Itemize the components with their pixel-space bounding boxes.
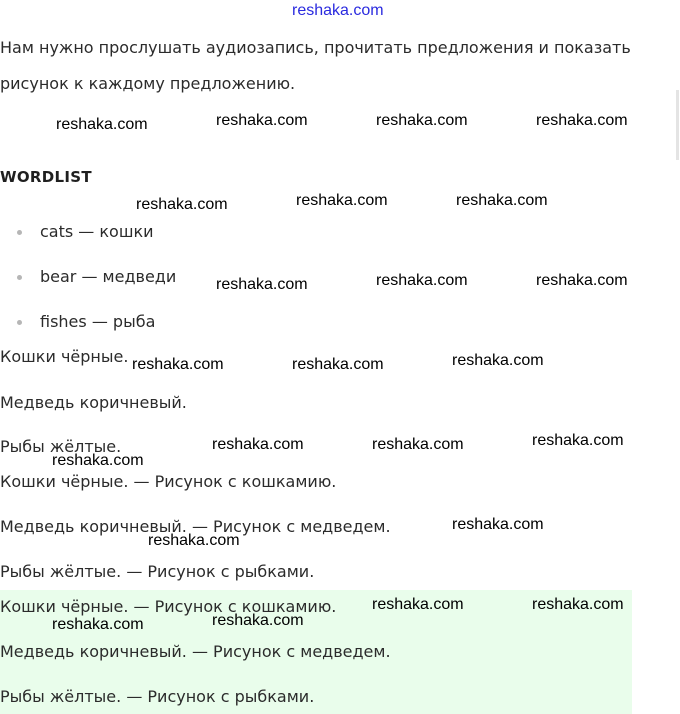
highlighted-answer: Рыбы жёлтые. — Рисунок с рыбками.	[0, 687, 315, 706]
sentence: Медведь коричневый.	[0, 393, 187, 412]
answer-line: Кошки чёрные. — Рисунок с кошкамию.	[0, 472, 337, 491]
wordlist-item: bear — медведи	[40, 267, 177, 286]
watermark: reshaka.com	[132, 356, 224, 373]
sentence: Рыбы жёлтые.	[0, 437, 122, 456]
watermark: reshaka.com	[216, 112, 308, 129]
task-intro: Нам нужно прослушать аудиозапись, прочитать предложения и показать рисунок к каждому предложению.	[0, 38, 631, 93]
bullet-icon	[17, 275, 22, 280]
watermark: reshaka.com	[292, 356, 384, 373]
highlighted-answer: Медведь коричневый. — Рисунок с медведем.	[0, 642, 391, 661]
watermark: reshaka.com	[532, 432, 624, 449]
bullet-icon	[17, 230, 22, 235]
watermark: reshaka.com	[532, 596, 624, 613]
wordlist-heading: WORDLIST	[0, 168, 92, 186]
watermark: reshaka.com	[212, 436, 304, 453]
highlighted-answer: Кошки чёрные. — Рисунок с кошкамию.	[0, 597, 337, 616]
watermark: reshaka.com	[452, 352, 544, 369]
answer-line: Рыбы жёлтые. — Рисунок с рыбками.	[0, 562, 315, 581]
wordlist-item: cats — кошки	[40, 222, 154, 241]
watermark: reshaka.com	[372, 596, 464, 613]
watermark: reshaka.com	[56, 116, 148, 133]
watermark: reshaka.com	[372, 436, 464, 453]
watermark: reshaka.com	[212, 612, 304, 629]
watermark: reshaka.com	[376, 272, 468, 289]
watermark: reshaka.com	[452, 516, 544, 533]
watermark: reshaka.com	[216, 276, 308, 293]
watermark: reshaka.com	[148, 532, 240, 549]
watermark: reshaka.com	[52, 616, 144, 633]
watermark: reshaka.com	[52, 452, 144, 469]
watermark: reshaka.com	[536, 272, 628, 289]
watermark: reshaka.com	[136, 196, 228, 213]
wordlist-item: fishes — рыба	[40, 312, 156, 331]
sentence: Кошки чёрные.	[0, 347, 129, 366]
bullet-icon	[17, 320, 22, 325]
scrollbar[interactable]	[676, 90, 679, 160]
watermark: reshaka.com	[536, 112, 628, 129]
watermark: reshaka.com	[296, 192, 388, 209]
watermark: reshaka.com	[456, 192, 548, 209]
watermark: reshaka.com	[376, 112, 468, 129]
answer-line: Медведь коричневый. — Рисунок с медведем.	[0, 517, 391, 536]
site-logo[interactable]: reshaka.com	[292, 2, 384, 19]
